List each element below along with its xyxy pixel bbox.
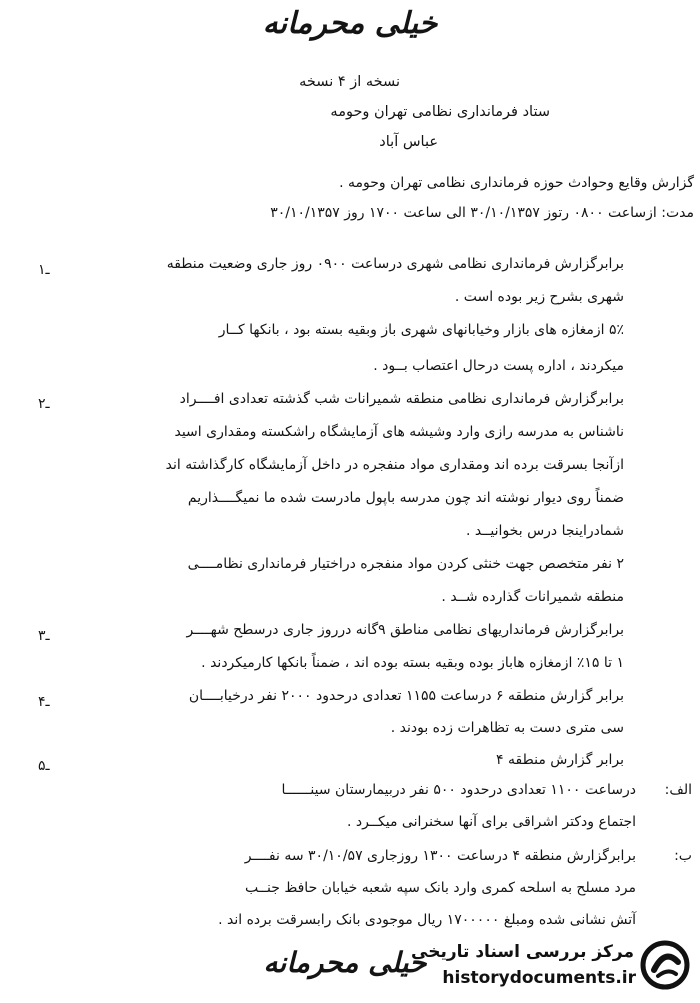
item-line: ناشناس به مدرسه رازی وارد وشیشه های آزمایشگاه راشکسته ومقداری اسید	[174, 424, 624, 440]
classification-bottom: خیلی محرمانه	[263, 946, 427, 979]
item-line: برابرگزارش فرمانداریهای نظامی مناطق ۹گانه درروز جاری درسطح شهــــر	[186, 622, 624, 638]
subitem-label: ب:	[674, 848, 692, 864]
item-number: ۴ـ	[38, 694, 50, 710]
classification-top: خیلی محرمانه	[262, 6, 438, 41]
archive-logo-icon	[640, 940, 690, 990]
subitem-line: برابرگزارش منطقه ۴ درساعت ۱۳۰۰ روزجاری ۳۰/۱۰/۵۷ سه نفــــر	[244, 848, 636, 864]
recipient-line-1: ستاد فرمانداری نظامی تهران وحومه	[330, 104, 550, 120]
report-period: مدت: ازساعت ۰۸۰۰ رتوز ۳۰/۱۰/۱۳۵۷ الی ساعت ۱۷۰۰ روز ۳۰/۱۰/۱۳۵۷	[270, 205, 694, 221]
item-line: برابر گزارش منطقه ۶ درساعت ۱۱۵۵ تعدادی درحدود ۲۰۰۰ نفر درخیابــــان	[188, 688, 624, 704]
subitem-line: آتش نشانی شده ومبلغ ۱۷۰۰۰۰۰ ریال موجودی بانک رابسرقت برده اند .	[218, 912, 636, 928]
item-line: شمادراینجا درس بخوانیــد .	[465, 523, 624, 539]
item-line: ۲ نفر متخصص جهت خنثی کردن مواد منفجره دراختیار فرمانداری نظامــــی	[187, 556, 624, 572]
watermark-url: historydocuments.ir	[442, 968, 636, 988]
item-line: برابر گزارش منطقه ۴	[496, 752, 624, 768]
item-line: ۵٪ ازمغازه های بازار وخیابانهای شهری باز وبقیه بسته بود ، بانکها کــار	[218, 322, 624, 338]
item-line: منطقه شمیرانات گذارده شــد .	[441, 589, 624, 605]
watermark-title: مرکز بررسی اسناد تاریخی	[411, 942, 634, 962]
item-line: برابرگزارش فرمانداری نظامی منطقه شمیرانات شب گذشته تعدادی افــــراد	[179, 391, 624, 407]
item-line: ازآنجا بسرقت برده اند ومقداری مواد منفجره در داخل آزمایشگاه کارگذاشته اند	[165, 457, 624, 473]
item-line: برابرگزارش فرمانداری نظامی شهری درساعت ۰۹۰۰ روز جاری وضعیت منطقه	[166, 256, 624, 272]
item-number: ۳ـ	[38, 628, 50, 644]
item-line: شهری بشرح زیر بوده است .	[454, 289, 624, 305]
subitem-line: مرد مسلح به اسلحه کمری وارد بانک سپه شعبه خیابان حافظ جنــب	[245, 880, 636, 896]
report-title: گزارش وقایع وحوادث حوزه فرمانداری نظامی تهران وحومه .	[339, 175, 694, 191]
item-line: ضمناً روی دیوار نوشته اند چون مدرسه باپول مادرست شده ما نمیگــــذاریم	[187, 490, 624, 506]
item-line: میکردند ، اداره پست درحال اعتصاب بــود .	[373, 358, 624, 374]
item-line: ۱ تا ۱۵٪ ازمغازه هاباز بوده وبقیه بسته بوده اند ، ضمناً بانکها کارمیکردند .	[201, 655, 624, 671]
archive-watermark	[411, 938, 694, 996]
item-number: ۲ـ	[38, 396, 50, 412]
item-number: ۵ـ	[38, 758, 50, 774]
recipient-line-2: عباس آباد	[379, 134, 438, 150]
subitem-line: اجتماع ودکتر اشراقی برای آنها سخنرانی میکــرد .	[346, 814, 636, 830]
subitem-line: درساعت ۱۱۰۰ تعدادی درحدود ۵۰۰ نفر دربیمارستان سینــــــا	[281, 782, 636, 798]
copy-number-line: نسخه از ۴ نسخه	[299, 74, 400, 90]
item-line: سی متری دست به تظاهرات زده بودند .	[390, 720, 624, 736]
subitem-label: الف:	[664, 782, 692, 798]
item-number: ۱ـ	[38, 262, 50, 278]
